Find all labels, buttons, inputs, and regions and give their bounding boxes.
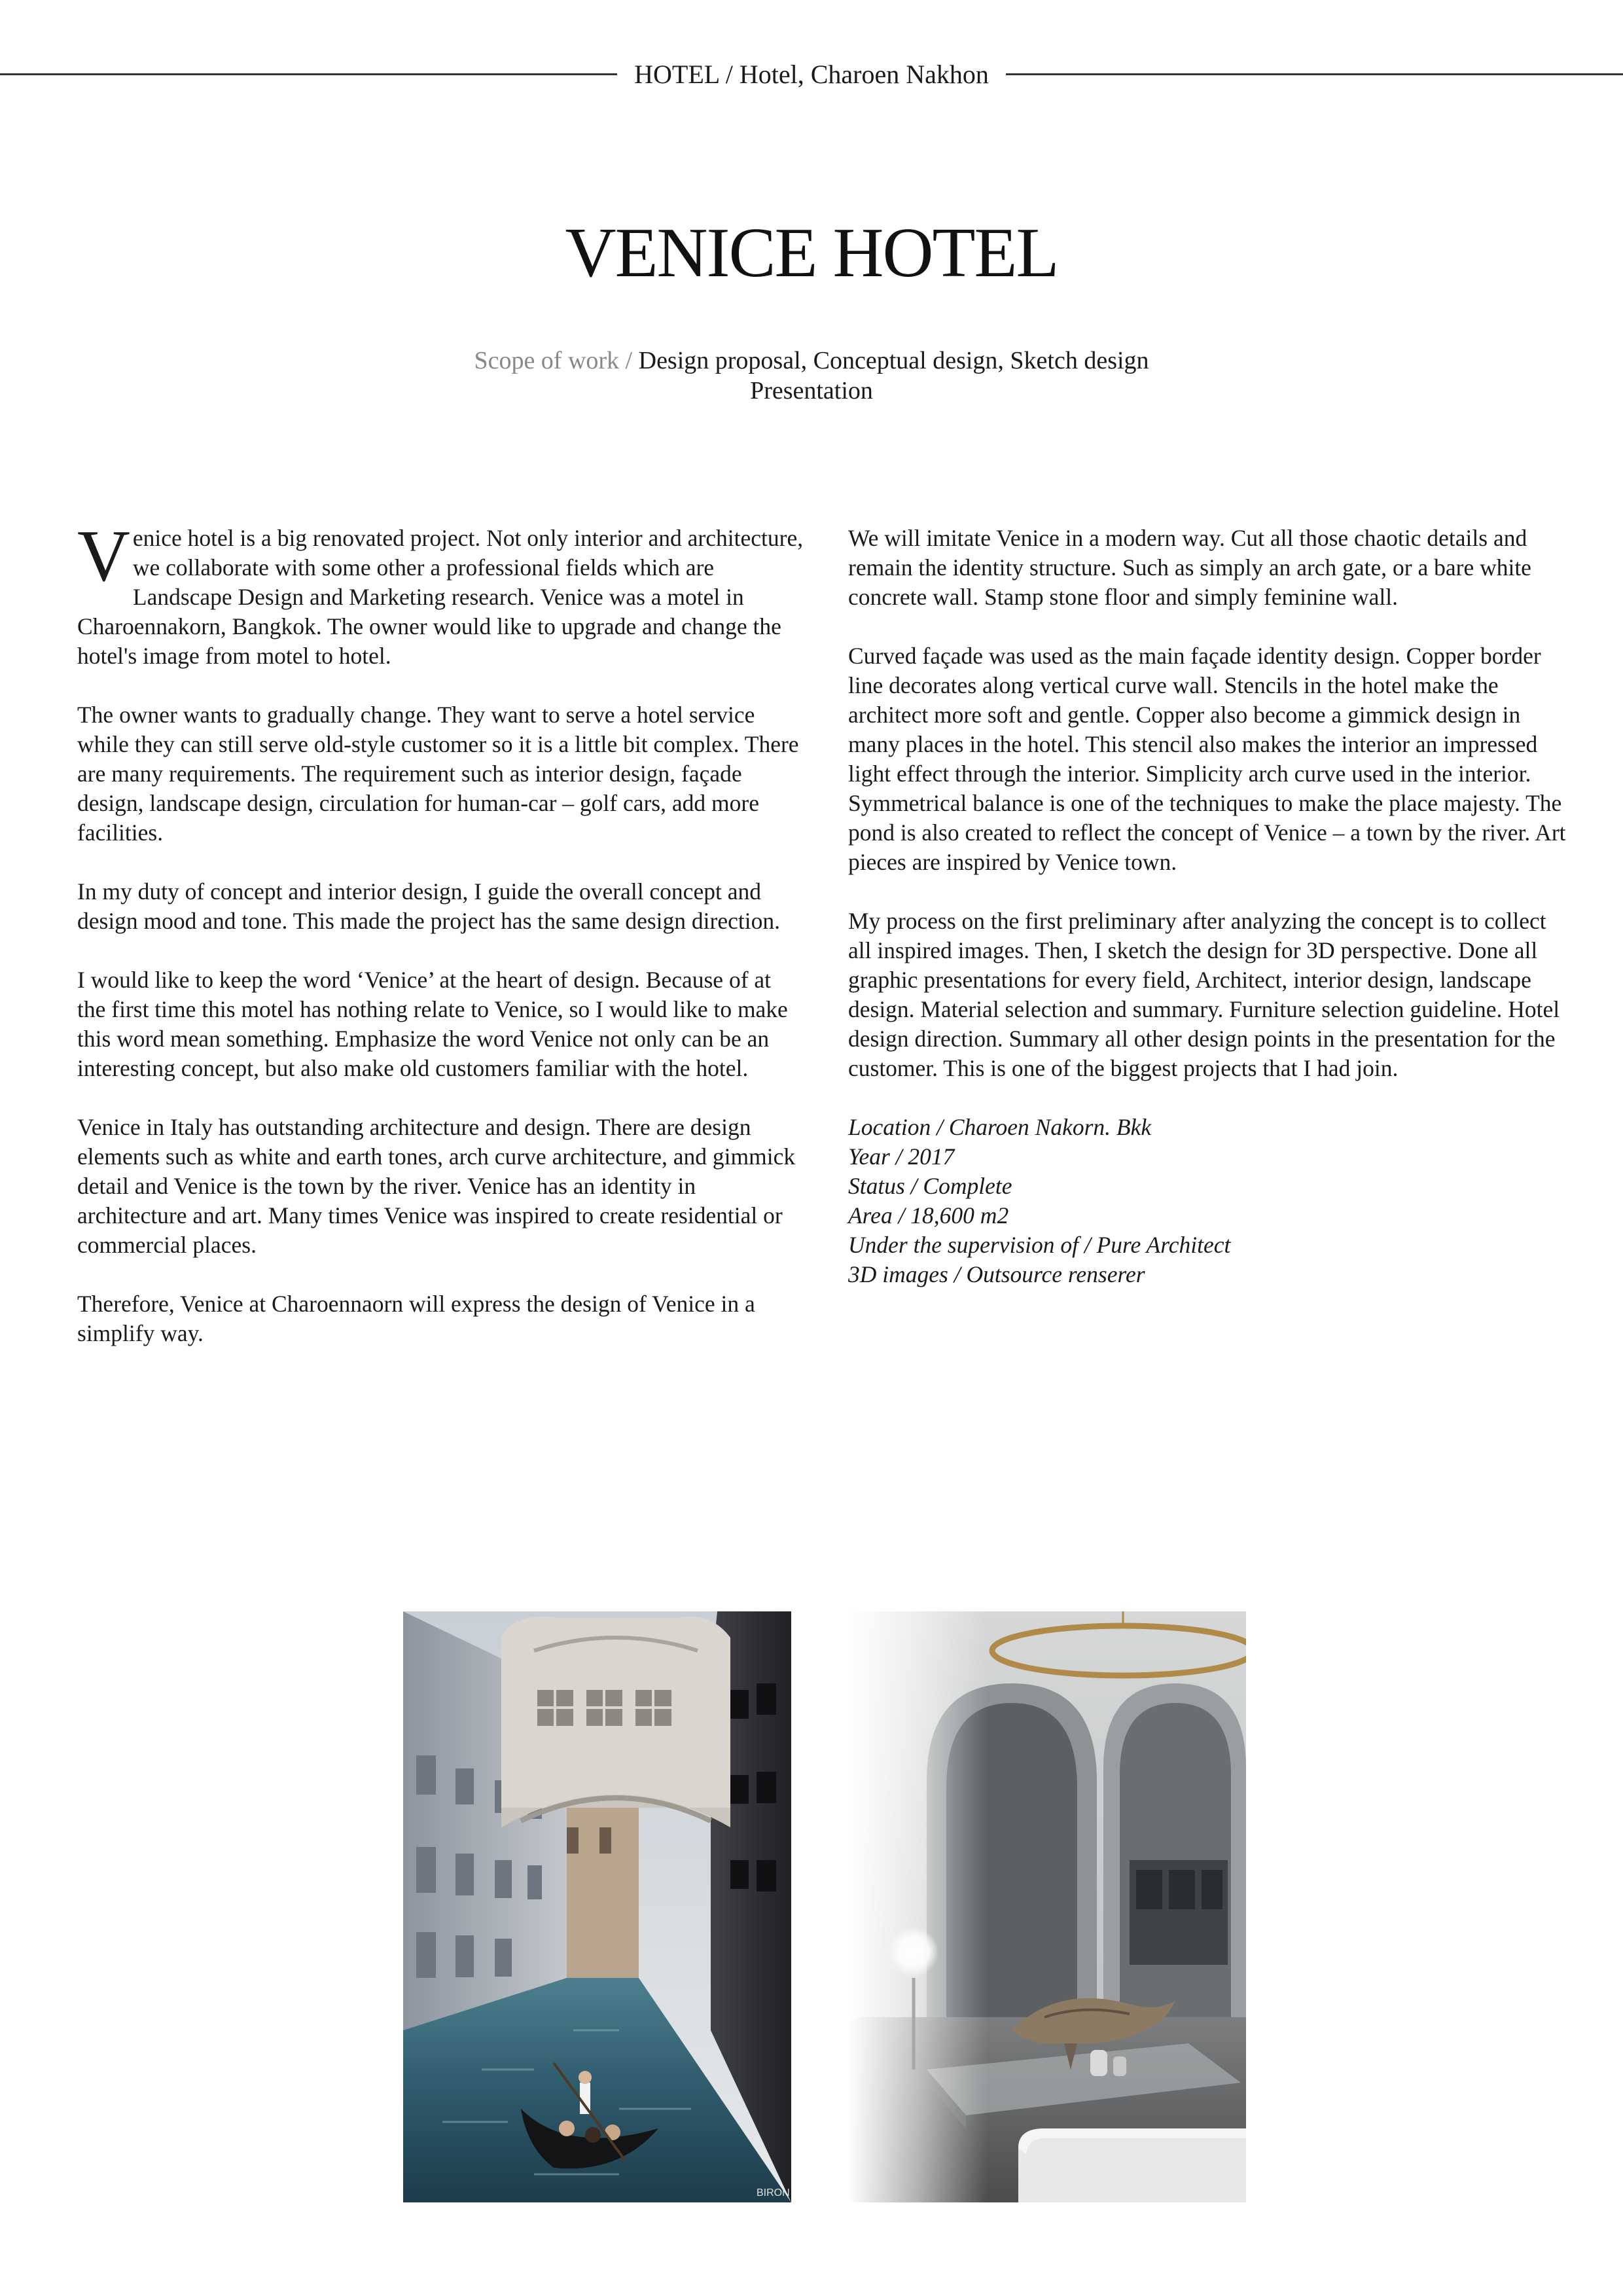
- right-paragraph-3: My process on the first preliminary after analyzing the concept is to collect all inspired images. Then, I sketch the design for 3D perspective. Done all graphic presentations for every field, Architect, interior design, landscape design. Material selection and summary. Furniture selection guideline. Hotel design direction. Summary all other design points in the presentation for the customer. This is one of the biggest projects that I had join.: [848, 908, 1560, 1081]
- left-text-column: [77, 516, 804, 1378]
- meta-year: Year / 2017: [848, 1143, 955, 1170]
- header-rule-left: [0, 73, 617, 75]
- photo-credit: BIRON: [757, 2187, 790, 2198]
- left-paragraph-2: The owner wants to gradually change. They want to serve a hotel service while they can still serve old-style customer so it is a little bit complex. There are many requirements. The requirement such as interior design, façade design, landscape design, circulation for human-car – golf cars, add more facilities.: [77, 702, 799, 846]
- venice-bridge-photo: [403, 1611, 791, 2202]
- scope-label: Scope of work /: [474, 347, 639, 374]
- header-rule-right: [1006, 73, 1623, 75]
- right-text-column: [848, 524, 1568, 1289]
- meta-area: Area / 18,600 m2: [848, 1202, 1009, 1229]
- left-paragraph-1-text: enice hotel is a big renovated project. Not only interior and architecture, we collaborate with some other a professional fields which are Landscape Design and Marketing research. Venice was a motel in Charoennakorn, Bangkok. The owner would like to upgrade and change the hotel's image from motel to hotel.: [77, 525, 804, 669]
- meta-supervision: Under the supervision of / Pure Architect: [848, 1232, 1231, 1258]
- drop-cap: V: [77, 516, 130, 597]
- meta-status: Status / Complete: [848, 1173, 1012, 1199]
- scope-of-work: [0, 346, 1623, 406]
- right-paragraph-1: We will imitate Venice in a modern way. Cut all those chaotic details and remain the identity structure. Such as simply an arch gate, or a bare white concrete wall. Stamp stone floor and simply feminine wall.: [848, 525, 1531, 610]
- page-title: VENICE HOTEL: [565, 214, 1058, 292]
- header-breadcrumb: HOTEL / Hotel, Charoen Nakhon: [634, 59, 989, 89]
- meta-location: Location / Charoen Nakorn. Bkk: [848, 1114, 1152, 1140]
- left-paragraph-6: Therefore, Venice at Charoennaorn will express the design of Venice in a simplify way.: [77, 1291, 755, 1346]
- scope-items: Design proposal, Conceptual design, Sketch design: [638, 347, 1149, 374]
- interior-illustration: [848, 1611, 1246, 2202]
- left-paragraph-4: I would like to keep the word ‘Venice’ at the heart of design. Because of at the first time this motel has nothing relate to Venice, so I would like to make this word mean something. Emphasize the word Venice not only can be an interesting concept, but also make old customers familiar with the hotel.: [77, 967, 788, 1081]
- hotel-interior-render: [848, 1611, 1246, 2202]
- meta-3d-images: 3D images / Outsource renserer: [848, 1261, 1145, 1287]
- left-paragraph-5: Venice in Italy has outstanding architecture and design. There are design elements such as white and earth tones, arch curve architecture, and gimmick detail and Venice is the town by the river. Venice has an identity in architecture and art. Many times Venice was inspired to create residential or commercial places.: [77, 1114, 796, 1258]
- page-header: [0, 58, 1623, 90]
- right-paragraph-2: Curved façade was used as the main façade identity design. Copper border line decorates along vertical curve wall. Stencils in the hotel make the architect more soft and gentle. Copper also become a gimmick design in many places in the hotel. This stencil also makes the interior an impressed light effect through the interior. Simplicity arch curve used in the interior. Symmetrical balance is one of the techniques to make the place majesty. The pond is also created to reflect the concept of Venice – a town by the river. Art pieces are inspired by Venice town.: [848, 643, 1566, 875]
- scope-line-2: Presentation: [750, 377, 873, 404]
- left-paragraph-1: [77, 516, 804, 671]
- venice-bridge-illustration: [403, 1611, 791, 2202]
- left-paragraph-3: In my duty of concept and interior design, I guide the overall concept and design mood and tone. This made the project has the same design direction.: [77, 878, 780, 934]
- scope-line-1: [0, 346, 1623, 376]
- project-meta: [848, 1113, 1568, 1289]
